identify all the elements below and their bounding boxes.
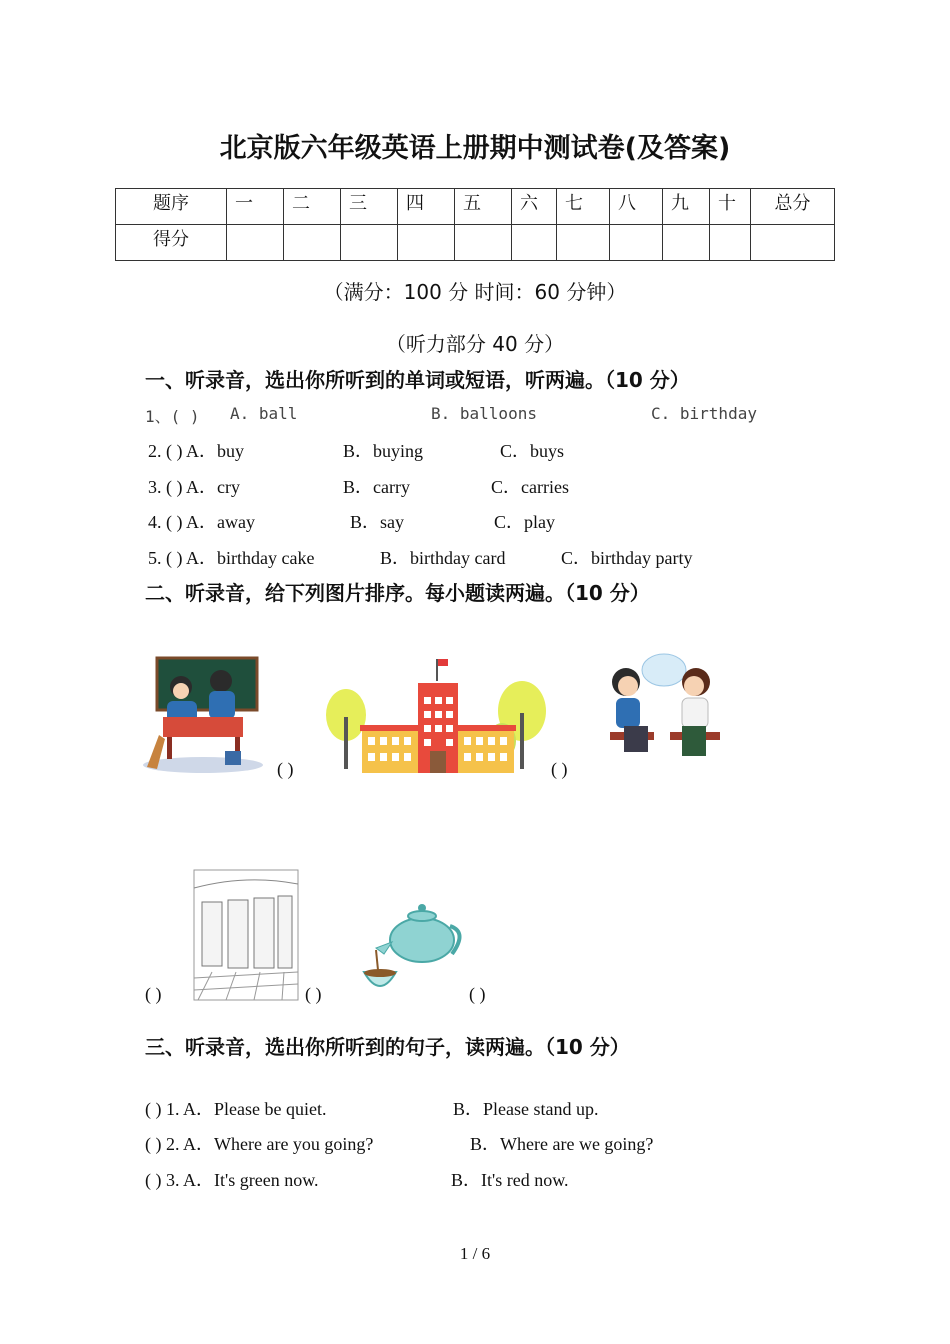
score-cell: 一 xyxy=(227,189,284,225)
toilet-stalls-picture xyxy=(192,868,302,1002)
score-cell: 题序 xyxy=(116,189,227,225)
score-input-cell[interactable] xyxy=(663,225,710,261)
page-number: 1 / 6 xyxy=(459,1244,491,1263)
q1-option-c: C. birthday xyxy=(651,404,757,423)
s3-q3-option-a: ( ) 3. A．It's green now. xyxy=(145,1170,319,1190)
picture1-answer-blank[interactable]: ( ) xyxy=(277,759,294,779)
score-input-cell[interactable] xyxy=(512,225,557,261)
score-cell: 总分 xyxy=(751,189,835,225)
score-cell: 三 xyxy=(341,189,398,225)
score-cell: 得分 xyxy=(116,225,227,261)
score-cell: 十 xyxy=(710,189,751,225)
exam-meta: （满分：100 分 时间：60 分钟） xyxy=(323,280,627,304)
section2-heading: 二、听录音，给下列图片排序。每小题读两遍。（10 分） xyxy=(145,581,650,605)
q3-option-a: 3. ( ) A．cry xyxy=(148,477,240,497)
score-input-cell[interactable] xyxy=(610,225,663,261)
q4-option-b: B．say xyxy=(350,512,404,532)
s3-q3-option-b: B．It's red now. xyxy=(451,1170,569,1190)
teapot-picture xyxy=(356,896,466,1000)
section1-heading: 一、听录音，选出你所听到的单词或短语，听两遍。（10 分） xyxy=(145,368,690,392)
score-header-row xyxy=(116,189,835,225)
score-table xyxy=(115,188,835,261)
score-input-cell[interactable] xyxy=(751,225,835,261)
score-input-cell[interactable] xyxy=(284,225,341,261)
q2-option-b: B．buying xyxy=(343,441,424,461)
q1-option-b: B. balloons xyxy=(431,404,537,423)
page-title: 北京版六年级英语上册期中测试卷(及答案) xyxy=(219,133,731,164)
score-cell: 四 xyxy=(398,189,455,225)
picture4-answer-blank[interactable]: ( ) xyxy=(305,984,322,1004)
q5-option-a: 5. ( ) A．birthday cake xyxy=(148,548,315,568)
score-cell: 二 xyxy=(284,189,341,225)
school-building-picture xyxy=(326,657,548,775)
score-cell: 八 xyxy=(610,189,663,225)
q5-option-b: B．birthday card xyxy=(380,548,506,568)
q1-option-a: A. ball xyxy=(230,404,298,423)
q3-option-c: C．carries xyxy=(491,477,569,497)
score-input-cell[interactable] xyxy=(455,225,512,261)
s3-q2-option-b: B．Where are we going? xyxy=(470,1134,654,1154)
score-input-cell[interactable] xyxy=(227,225,284,261)
q4-option-c: C．play xyxy=(494,512,555,532)
score-input-cell[interactable] xyxy=(341,225,398,261)
score-cell: 六 xyxy=(512,189,557,225)
q4-option-a: 4. ( ) A．away xyxy=(148,512,255,532)
score-cell: 七 xyxy=(557,189,610,225)
q1-number: 1、( ) xyxy=(145,407,200,426)
score-input-cell[interactable] xyxy=(710,225,751,261)
score-value-row xyxy=(116,225,835,261)
q5-option-c: C．birthday party xyxy=(561,548,693,568)
picture5-answer-blank[interactable]: ( ) xyxy=(469,984,486,1004)
section3-heading: 三、听录音，选出你所听到的句子，读两遍。（10 分） xyxy=(145,1035,630,1059)
score-cell: 五 xyxy=(455,189,512,225)
q2-option-a: 2. ( ) A．buy xyxy=(148,441,244,461)
score-input-cell[interactable] xyxy=(398,225,455,261)
picture2-answer-blank[interactable]: ( ) xyxy=(551,759,568,779)
picture3-answer-blank[interactable]: ( ) xyxy=(145,984,162,1004)
score-cell: 九 xyxy=(663,189,710,225)
s3-q1-option-b: B．Please stand up. xyxy=(453,1099,599,1119)
classroom-cleaning-picture xyxy=(143,655,268,775)
q2-option-c: C．buys xyxy=(500,441,565,461)
girls-chatting-picture xyxy=(604,648,726,774)
listening-part-label: （听力部分 40 分） xyxy=(385,332,565,356)
s3-q2-option-a: ( ) 2. A．Where are you going? xyxy=(145,1134,374,1154)
q3-option-b: B．carry xyxy=(343,477,410,497)
score-input-cell[interactable] xyxy=(557,225,610,261)
s3-q1-option-a: ( ) 1. A．Please be quiet. xyxy=(145,1099,327,1119)
